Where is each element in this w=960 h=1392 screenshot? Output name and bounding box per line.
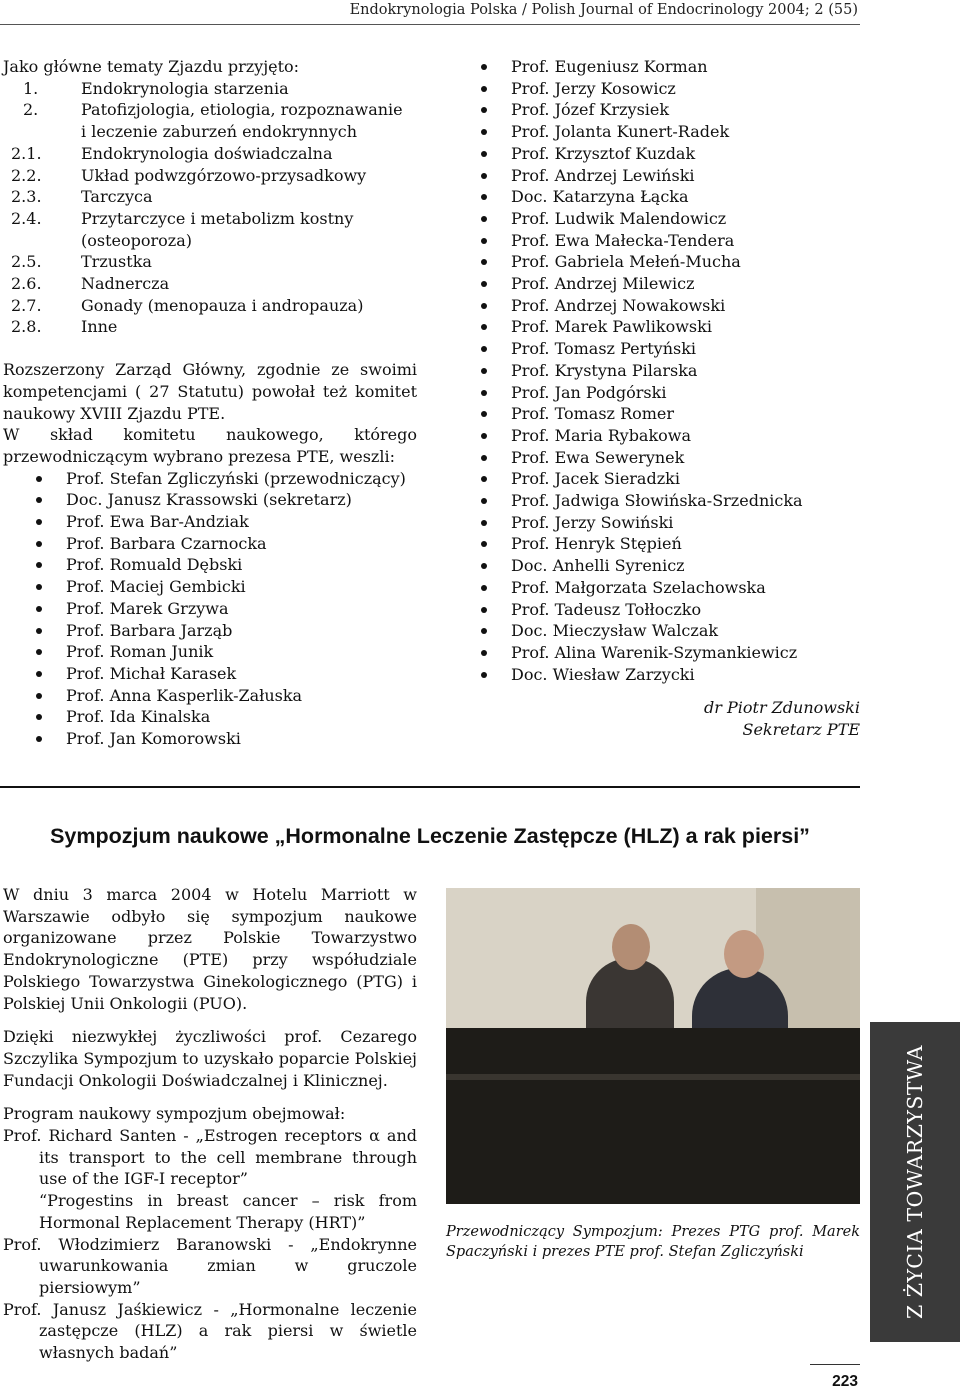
list-item: 2.5. Trzustka (11, 252, 152, 272)
list-item: Prof. Ewa Małecka-Tendera (478, 230, 860, 252)
symposium-text (3, 884, 417, 1364)
signature-role: Sekretarz PTE (742, 720, 860, 740)
list-item: Prof. Jerzy Kosowicz (478, 78, 860, 100)
list-item: Prof. Maria Rybakowa (478, 425, 860, 447)
list-item: Prof. Krzysztof Kuzdak (478, 143, 860, 165)
list-item: Prof. Andrzej Lewiński (478, 165, 860, 187)
list-item: Prof. Krystyna Pilarska (478, 360, 860, 382)
list-item: Prof. Tomasz Pertyński (478, 338, 860, 360)
left-column (3, 56, 417, 750)
running-header: Endokrynologia Polska / Polish Journal of Endocrinology 2004; 2 (55) (349, 2, 858, 18)
list-item: Prof. Jacek Sieradzki (478, 468, 860, 490)
members-list-right (478, 56, 860, 685)
list-item: Prof. Eugeniusz Korman (478, 56, 860, 78)
program (3, 1103, 417, 1363)
list-item: Prof. Barbara Jarząb (3, 620, 417, 642)
list-item: Prof. Ludwik Malendowicz (478, 208, 860, 230)
list-item: Prof. Roman Junik (3, 641, 417, 663)
symposium-paragraph-1: W dniu 3 marca 2004 w Hotelu Marriott w Warszawie odbyło się sympozjum naukowe organizowane przez Polskie Towarzystwo Endokrynologiczne (PTE) przy współudziale Polskiego Towarzystwa Ginekologicznego (PTG) i Polskiej Unii Onkologii (PUO). (3, 885, 417, 1013)
list-item: Prof. Andrzej Nowakowski (478, 295, 860, 317)
list-item: Prof. Jan Podgórski (478, 382, 860, 404)
program-item: Prof. Włodzimierz Baranowski - „Endokrynne uwarunkowania zmian w gruczole piersiowym” (3, 1234, 417, 1297)
list-item: Prof. Marek Pawlikowski (478, 316, 860, 338)
list-item: 2.8. Inne (11, 317, 118, 337)
list-item: 2.7. Gonady (menopauza i andropauza) (11, 295, 364, 315)
list-item: 1. Endokrynologia starzenia (23, 78, 289, 98)
list-item: 2.4. Przytarczyce i metabolizm kostny (osteoporoza) (11, 208, 354, 250)
list-item: Prof. Ewa Bar-Andziak (3, 511, 417, 533)
signature (478, 697, 860, 740)
list-item: Doc. Katarzyna Łącka (478, 186, 860, 208)
list-item: Prof. Stefan Zgliczyński (przewodniczący) (3, 468, 417, 490)
section-divider (0, 786, 860, 788)
conference-table (446, 1028, 860, 1204)
list-item: Prof. Jadwiga Słowińska-Srzednicka (478, 490, 860, 512)
committee-paragraph: Rozszerzony Zarząd Główny, zgodnie ze swoimi kompetencjami ( 27 Statutu) powołał też komitet naukowy XVIII Zjazdu PTE. (3, 360, 417, 423)
page-number: 223 (832, 1373, 858, 1390)
list-item: 2.6. Nadnercza (11, 274, 170, 294)
list-item: Doc. Anhelli Syrenicz (478, 555, 860, 577)
list-item: Prof. Małgorzata Szelachowska (478, 577, 860, 599)
list-item: Prof. Jolanta Kunert-Radek (478, 121, 860, 143)
list-item: Prof. Alina Warenik-Szymankiewicz (478, 642, 860, 664)
list-item: Prof. Ida Kinalska (3, 706, 417, 728)
list-item: 2.1. Endokrynologia doświadczalna (11, 143, 333, 163)
list-item: Prof. Jan Komorowski (3, 728, 417, 750)
list-item: 2. Patofizjologia, etiologia, rozpoznawanie i leczenie zaburzeń endokrynnych (23, 100, 403, 142)
list-item: Prof. Maciej Gembicki (3, 576, 417, 598)
topics-list (3, 78, 417, 338)
list-item: Prof. Andrzej Milewicz (478, 273, 860, 295)
photo-caption: Przewodniczący Sympozjum: Prezes PTG prof. Marek Spaczyński i prezes PTE prof. Stefan Zgliczyński (446, 1224, 860, 1260)
right-column (478, 56, 860, 741)
section-title: Sympozjum naukowe „Hormonalne Leczenie Zastępcze (HLZ) a rak piersi” (50, 824, 810, 848)
members-list-left (3, 468, 417, 750)
list-item: Prof. Tomasz Romer (478, 403, 860, 425)
list-item: Prof. Ewa Sewerynek (478, 447, 860, 469)
list-item: Doc. Janusz Krassowski (sekretarz) (3, 489, 417, 511)
symposium-photo (446, 888, 860, 1204)
list-item: Doc. Wiesław Zarzycki (478, 664, 860, 686)
list-item: Prof. Gabriela Mełeń-Mucha (478, 251, 860, 273)
list-item: 2.3. Tarczyca (11, 187, 153, 207)
list-item: Prof. Henryk Stępień (478, 533, 860, 555)
list-item: Prof. Barbara Czarnocka (3, 533, 417, 555)
footer-rule (810, 1364, 860, 1365)
list-item: Prof. Jerzy Sowiński (478, 512, 860, 534)
signature-name: dr Piotr Zdunowski (704, 698, 860, 718)
list-item: Prof. Marek Grzywa (3, 598, 417, 620)
header-rule (0, 24, 860, 25)
list-item: 2.2. Układ podwzgórzowo-przysadkowy (11, 165, 367, 185)
list-item: Prof. Michał Karasek (3, 663, 417, 685)
program-intro: Program naukowy sympozjum obejmował: (3, 1104, 346, 1124)
list-item: Prof. Józef Krzysiek (478, 99, 860, 121)
committee-members-intro: W skład komitetu naukowego, którego przewodniczącym wybrano prezesa PTE, weszli: (3, 425, 417, 466)
list-item: Prof. Romuald Dębski (3, 554, 417, 576)
symposium-paragraph-2: Dzięki niezwykłej życzliwości prof. Cezarego Szczylika Sympozjum to uzyskało poparcie Polskiej Fundacji Onkologii Doświadczalnej i Klinicznej. (3, 1027, 417, 1090)
topics-intro: Jako główne tematy Zjazdu przyjęto: (3, 57, 300, 76)
list-item: Prof. Anna Kasperlik-Załuska (3, 685, 417, 707)
program-item: Prof. Janusz Jaśkiewicz - „Hormonalne leczenie zastępcze (HLZ) a rak piersi w świetle własnych badań” (3, 1299, 417, 1363)
section-side-label: Z ŻYCIA TOWARZYSTWA (870, 1022, 960, 1342)
program-item: Prof. Richard Santen - „Estrogen receptors α and its transport to the cell membrane through use of the IGF-I receptor” “Progestins in breast cancer – risk from Hormonal Replacement Therapy (HRT)” (3, 1126, 417, 1232)
list-item: Prof. Tadeusz Tołłoczko (478, 599, 860, 621)
list-item: Doc. Mieczysław Walczak (478, 620, 860, 642)
